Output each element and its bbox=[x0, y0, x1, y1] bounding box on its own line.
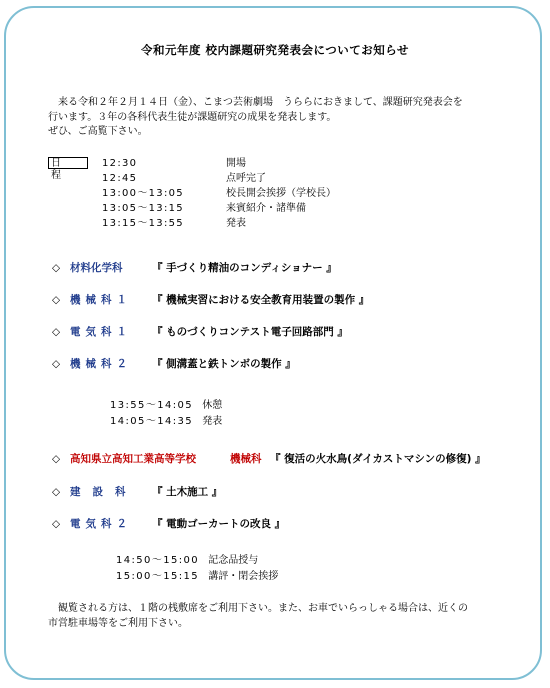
break-schedule bbox=[110, 398, 222, 430]
schedule-row bbox=[110, 414, 222, 430]
guest-department-name: 機械科 bbox=[230, 453, 262, 465]
schedule-time: 13:00〜13:05 bbox=[102, 188, 184, 199]
diamond-icon: ◇ bbox=[52, 518, 61, 530]
intro-line-3: ぜひ、ご高覧下さい。 bbox=[48, 126, 148, 137]
diamond-icon: ◇ bbox=[52, 358, 61, 370]
schedule-time: 14:50〜15:00 bbox=[116, 555, 200, 566]
diamond-icon: ◇ bbox=[52, 486, 61, 498]
department-name: 材料化学科 bbox=[70, 262, 123, 274]
department-name: 電気科１ bbox=[70, 326, 132, 338]
schedule-event: 来賓紹介・諸準備 bbox=[226, 203, 306, 214]
intro-paragraph bbox=[48, 96, 463, 140]
department-name: 機械科２ bbox=[70, 358, 132, 370]
presentation-title: 『 ものづくりコンテスト電子回路部門 』 bbox=[152, 326, 348, 338]
schedule-time: 13:55〜14:05 bbox=[110, 400, 194, 411]
schedule-label: 日程 bbox=[48, 157, 88, 169]
schedule-row bbox=[110, 398, 222, 414]
diamond-icon: ◇ bbox=[52, 453, 61, 465]
schedule-time: 14:05〜14:35 bbox=[110, 416, 194, 427]
presentation-title: 『 電動ゴーカートの改良 』 bbox=[152, 518, 286, 530]
page-title: 令和元年度 校内課題研究発表会についてお知らせ bbox=[141, 43, 409, 57]
presentation-title: 『 復活の火水鳥(ダイカストマシンの修復) 』 bbox=[270, 453, 486, 465]
schedule-time: 12:45 bbox=[102, 173, 138, 184]
closing-paragraph bbox=[48, 601, 468, 631]
department-name: 建設科 bbox=[70, 486, 138, 498]
schedule-row bbox=[116, 553, 278, 569]
schedule-time: 13:15〜13:55 bbox=[102, 218, 184, 229]
diamond-icon: ◇ bbox=[52, 326, 61, 338]
department-name: 電気科２ bbox=[70, 518, 132, 530]
schedule-row bbox=[116, 569, 278, 585]
presentation-title: 『 土木施工 』 bbox=[152, 486, 223, 498]
closing-schedule bbox=[116, 553, 278, 585]
schedule-event: 開場 bbox=[226, 158, 246, 169]
department-name: 機械科１ bbox=[70, 294, 132, 306]
intro-line-1: 来る令和２年２月１４日（金）、こまつ芸術劇場 うららにおきまして、課題研究発表会を bbox=[48, 97, 463, 108]
schedule-event: 発表 bbox=[202, 416, 223, 427]
closing-line-2: 市営駐車場等をご利用下さい。 bbox=[48, 618, 188, 629]
schedule-event: 記念品授与 bbox=[208, 555, 259, 566]
schedule-time: 13:05〜13:15 bbox=[102, 203, 184, 214]
schedule-event: 休憩 bbox=[202, 400, 223, 411]
schedule-time: 12:30 bbox=[102, 158, 138, 169]
guest-school-name: 高知県立高知工業高等学校 bbox=[70, 453, 196, 465]
schedule-event: 発表 bbox=[226, 218, 246, 229]
closing-line-1: 観覧される方は、１階の桟敷席をご利用下さい。また、お車でいらっしゃる場合は、近くの bbox=[48, 603, 468, 614]
intro-line-2: 行います。３年の各科代表生徒が課題研究の成果を発表します。 bbox=[48, 111, 337, 123]
schedule-time: 15:00〜15:15 bbox=[116, 571, 200, 582]
schedule-event: 点呼完了 bbox=[226, 173, 266, 184]
presentation-title: 『 手づくり精油のコンディショナー 』 bbox=[152, 262, 337, 274]
schedule-event: 校長開会挨拶（学校長） bbox=[226, 188, 336, 199]
diamond-icon: ◇ bbox=[52, 294, 61, 306]
diamond-icon: ◇ bbox=[52, 262, 61, 274]
schedule-event: 講評・閉会挨拶 bbox=[208, 571, 279, 582]
presentation-title: 『 機械実習における安全教育用装置の製作 』 bbox=[152, 294, 370, 306]
presentation-title: 『 側溝蓋と鉄トンボの製作 』 bbox=[152, 358, 296, 370]
